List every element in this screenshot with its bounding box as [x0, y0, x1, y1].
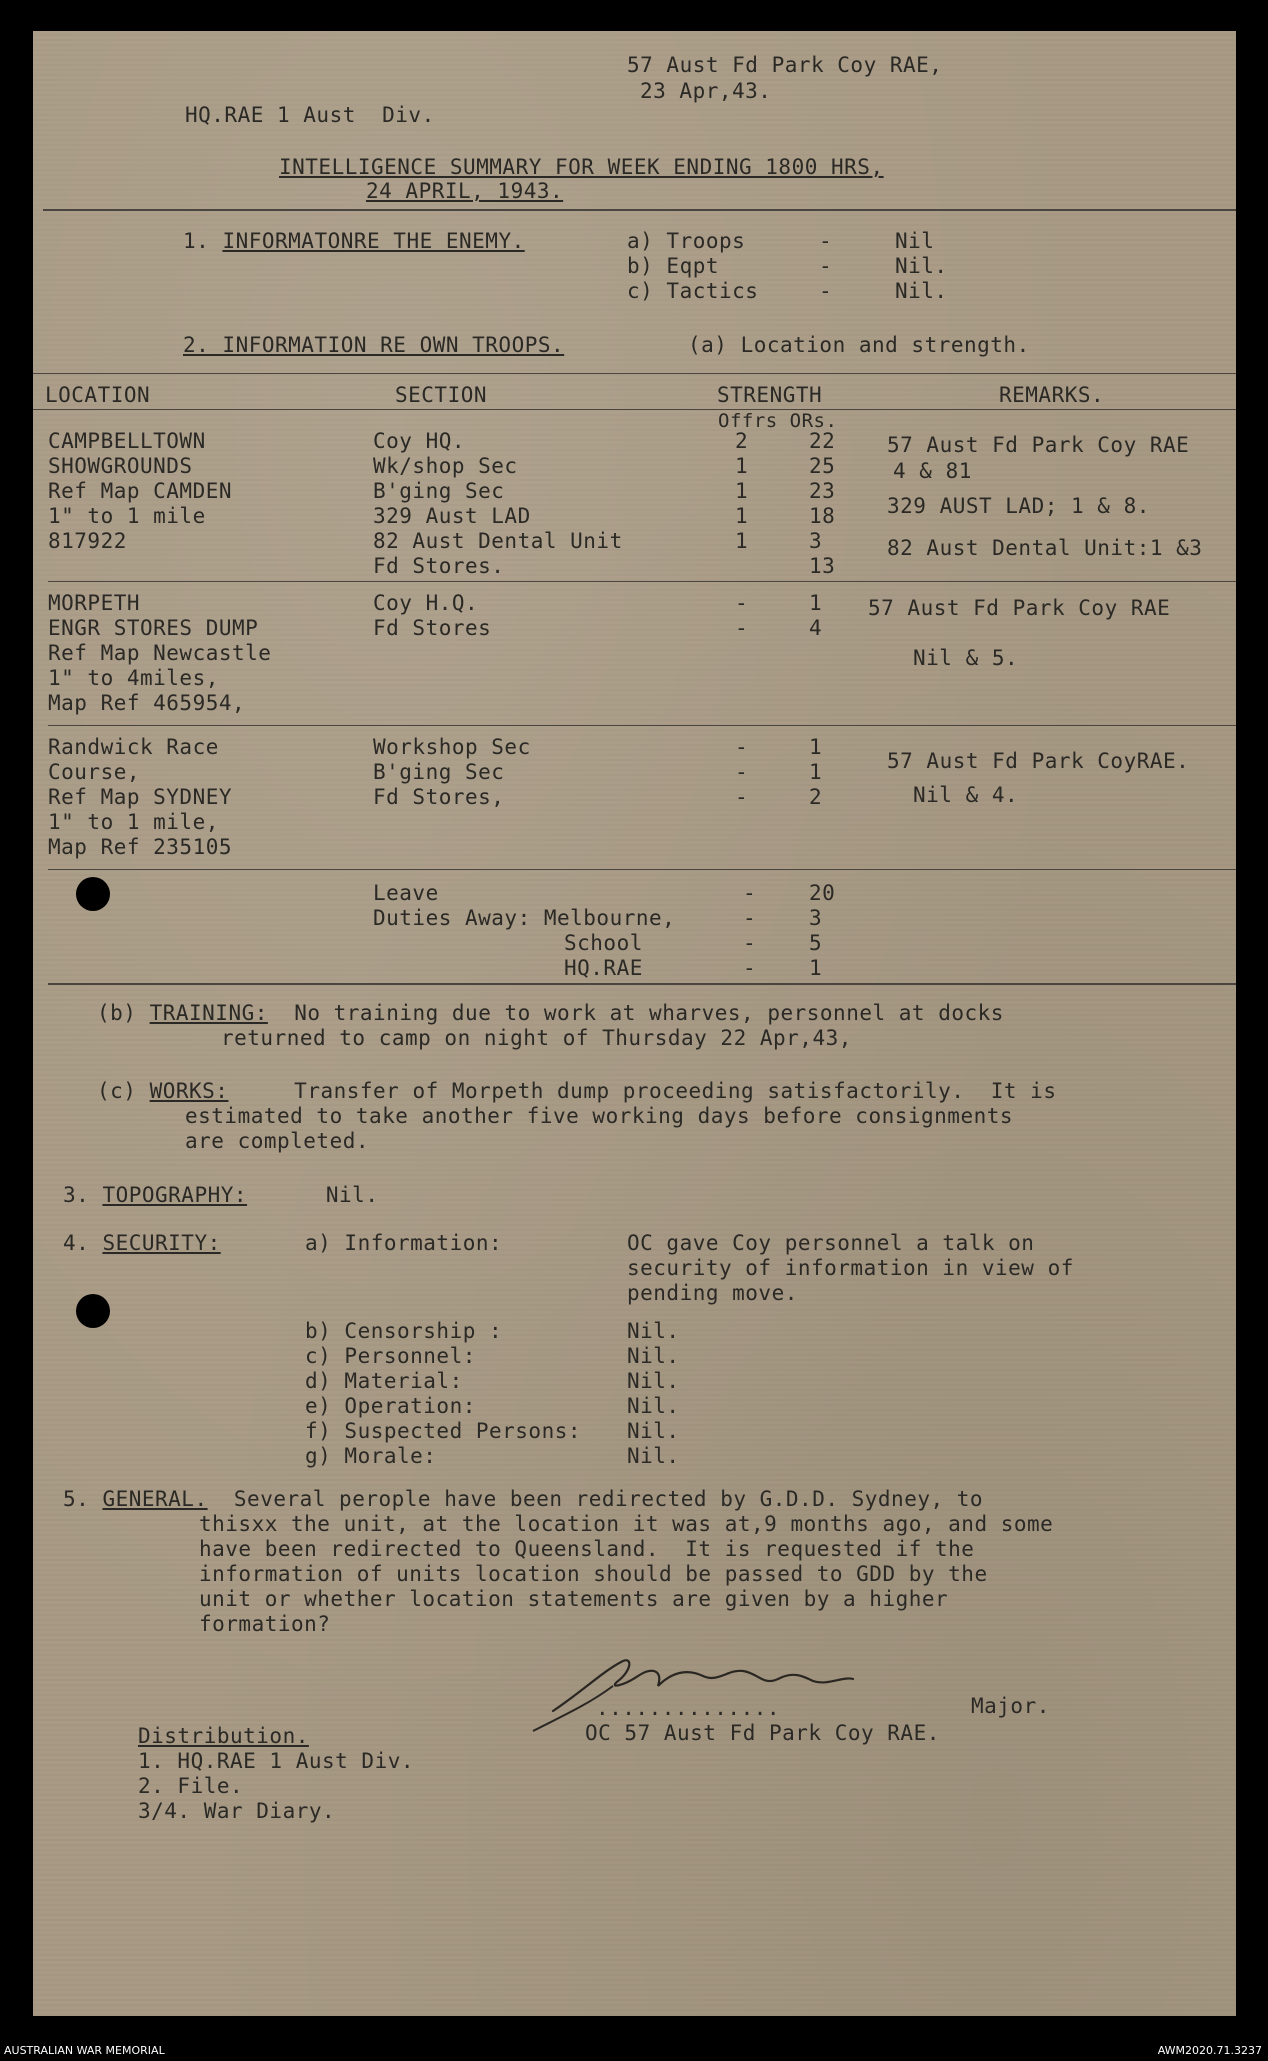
ors-cell: 25	[809, 454, 836, 478]
general-line6: formation?	[199, 1612, 331, 1636]
away-label: Duties Away: Melbourne,	[373, 906, 676, 930]
security-item-value: Nil.	[627, 1319, 680, 1343]
offrs-cell: 1	[735, 454, 749, 478]
ors-cell: 2	[809, 785, 823, 809]
location-line: Course,	[48, 760, 141, 784]
topography-val: Nil.	[325, 1183, 379, 1207]
remarks-line: 57 Aust Fd Park CoyRAE.	[887, 749, 1190, 773]
section-cell: B'ging Sec	[373, 760, 505, 784]
punch-hole	[76, 877, 110, 911]
away-value: 3	[809, 906, 823, 930]
security-item-value: Nil.	[627, 1394, 680, 1418]
location-line: SHOWGROUNDS	[48, 454, 193, 478]
training-text1: No training due to work at wharves, personnel at docks	[294, 1001, 1004, 1025]
offrs-cell: 2	[735, 429, 749, 453]
remarks-line: 329 AUST LAD; 1 & 8.	[887, 494, 1150, 518]
enemy-item-dash: -	[819, 229, 833, 253]
security-line	[63, 1231, 221, 1256]
section-cell: 329 Aust LAD	[373, 504, 531, 528]
distribution-item: 2. File.	[138, 1774, 244, 1798]
training-label: TRAINING:	[149, 1001, 268, 1025]
general-line3: have been redirected to Queensland. It is requested if the	[199, 1537, 975, 1561]
topography-label: TOPOGRAPHY:	[102, 1183, 248, 1207]
ors-cell: 1	[809, 760, 823, 784]
works-text1: Transfer of Morpeth dump proceeding satisfactorily. It is	[294, 1079, 1057, 1103]
distribution-item: 3/4. War Diary.	[138, 1799, 336, 1823]
group-divider	[48, 725, 1236, 726]
general-text1: Several perople have been redirected by G.D.D. Sydney, to	[233, 1487, 984, 1511]
remarks-line: Nil & 5.	[913, 646, 1019, 670]
offrs-cell: 1	[735, 479, 749, 503]
training-line2: returned to camp on night of Thursday 22 Apr,43,	[221, 1026, 852, 1050]
away-label: HQ.RAE	[564, 956, 643, 980]
away-value: 1	[809, 956, 823, 980]
addressee: HQ.RAE 1 Aust Div.	[185, 103, 435, 127]
ors-cell: 22	[809, 429, 836, 453]
offrs-cell: -	[735, 616, 749, 640]
section-cell: Coy HQ.	[373, 429, 466, 453]
section-cell: Fd Stores,	[373, 785, 505, 809]
enemy-item-value: Nil.	[895, 279, 948, 303]
section-cell: Wk/shop Sec	[373, 454, 518, 478]
enemy-item-value: Nil	[895, 229, 935, 253]
table-top-rule	[33, 373, 1236, 374]
security-info-key: a) Information:	[305, 1231, 503, 1255]
offrs-cell: -	[735, 735, 749, 759]
general-line5: unit or whether location statements are given by a higher	[199, 1587, 949, 1611]
location-line: Map Ref 235105	[48, 835, 233, 859]
section1-label: 1. INFORMATONRE THE ENEMY.	[183, 229, 525, 253]
offrs-cell: -	[735, 785, 749, 809]
distribution-label: Distribution.	[138, 1724, 309, 1748]
general-label: GENERAL.	[102, 1487, 208, 1511]
away-value: 20	[809, 881, 836, 905]
location-line: ENGR STORES DUMP	[48, 616, 259, 640]
away-dash: -	[743, 881, 757, 905]
security-num: 4.	[63, 1231, 90, 1255]
section-cell: B'ging Sec	[373, 479, 505, 503]
location-line: 1" to 1 mile	[48, 504, 206, 528]
enemy-item-value: Nil.	[895, 254, 948, 278]
ors-cell: 1	[809, 591, 823, 615]
training-line1	[97, 1001, 1004, 1026]
distribution-item: 1. HQ.RAE 1 Aust Div.	[138, 1749, 415, 1773]
remarks-line: 57 Aust Fd Park Coy RAE	[887, 433, 1190, 457]
security-info-line: OC gave Coy personnel a talk on	[627, 1231, 1035, 1255]
col-strength: STRENGTH	[717, 383, 823, 407]
section-cell: Coy H.Q.	[373, 591, 479, 615]
location-line: CAMPBELLTOWN	[48, 429, 206, 453]
signature-dots: ..............	[596, 1696, 781, 1720]
security-item-key: g) Morale:	[305, 1444, 437, 1468]
ors-cell: 3	[809, 529, 823, 553]
enemy-item-dash: -	[819, 254, 833, 278]
security-item-key: b) Censorship :	[305, 1319, 503, 1343]
security-item-key: e) Operation:	[305, 1394, 476, 1418]
enemy-item-key: a) Troops	[627, 229, 746, 253]
section-cell: Workshop Sec	[373, 735, 531, 759]
security-info-line: security of information in view of	[627, 1256, 1074, 1280]
col-remarks: REMARKS.	[999, 383, 1105, 407]
topography-line	[63, 1183, 378, 1208]
location-line: Ref Map SYDNEY	[48, 785, 233, 809]
group-divider	[48, 581, 1236, 582]
table-header-rule	[33, 409, 1236, 410]
title-line1: INTELLIGENCE SUMMARY FOR WEEK ENDING 1800 HRS,	[279, 155, 884, 179]
header-rule	[43, 209, 1236, 211]
table-bottom-rule	[48, 983, 1236, 985]
footer-left: AUSTRALIAN WAR MEMORIAL	[4, 2044, 165, 2057]
remarks-line: Nil & 4.	[913, 783, 1019, 807]
punch-hole	[76, 1294, 110, 1328]
enemy-item-dash: -	[819, 279, 833, 303]
signature-rank: Major.	[971, 1694, 1050, 1718]
date-line: 23 Apr,43.	[640, 79, 772, 103]
ors-cell: 1	[809, 735, 823, 759]
security-item-value: Nil.	[627, 1419, 680, 1443]
general-num: 5.	[63, 1487, 90, 1511]
security-item-key: d) Material:	[305, 1369, 463, 1393]
offrs-cell: -	[735, 760, 749, 784]
security-label: SECURITY:	[102, 1231, 221, 1255]
location-line: Ref Map CAMDEN	[48, 479, 233, 503]
document-page	[33, 31, 1236, 2016]
works-prefix: (c)	[97, 1079, 137, 1103]
remarks-line: 57 Aust Fd Park Coy RAE	[868, 596, 1171, 620]
location-line: Randwick Race	[48, 735, 219, 759]
ors-cell: 13	[809, 554, 836, 578]
ors-cell: 18	[809, 504, 836, 528]
signature-title: OC 57 Aust Fd Park Coy RAE.	[585, 1721, 940, 1745]
title-line2: 24 APRIL, 1943.	[366, 179, 564, 203]
works-line2: estimated to take another five working days before consignments	[185, 1104, 1014, 1128]
security-item-value: Nil.	[627, 1369, 680, 1393]
remarks-line: 82 Aust Dental Unit:1 &3	[887, 536, 1203, 560]
enemy-item-key: c) Tactics	[627, 279, 759, 303]
security-item-key: f) Suspected Persons:	[305, 1419, 582, 1443]
ors-cell: 23	[809, 479, 836, 503]
location-line: Ref Map Newcastle	[48, 641, 272, 665]
security-info-line: pending move.	[627, 1281, 798, 1305]
location-line: 817922	[48, 529, 127, 553]
topography-num: 3.	[63, 1183, 90, 1207]
location-line: 1" to 4miles,	[48, 666, 219, 690]
group-divider	[48, 869, 1236, 870]
location-line: 1" to 1 mile,	[48, 810, 219, 834]
section2-label	[183, 333, 564, 358]
away-value: 5	[809, 931, 823, 955]
section-cell: 82 Aust Dental Unit	[373, 529, 623, 553]
ors-cell: 4	[809, 616, 823, 640]
works-label: WORKS:	[149, 1079, 229, 1103]
general-line2: thisxx the unit, at the location it was at,9 months ago, and some	[199, 1512, 1054, 1536]
enemy-item-key: b) Eqpt	[627, 254, 720, 278]
section-cell: Fd Stores.	[373, 554, 505, 578]
section2-label-text: 2. INFORMATION RE OWN TROOPS.	[183, 333, 565, 357]
section-cell: Fd Stores	[373, 616, 492, 640]
col-section: SECTION	[395, 383, 488, 407]
unit-line: 57 Aust Fd Park Coy RAE,	[627, 53, 943, 77]
location-line: MORPETH	[48, 591, 141, 615]
security-item-value: Nil.	[627, 1444, 680, 1468]
col-location: LOCATION	[45, 383, 151, 407]
remarks-line: 4 & 81	[893, 459, 972, 483]
offrs-cell: -	[735, 591, 749, 615]
away-label: School	[564, 931, 643, 955]
offrs-cell: 1	[735, 504, 749, 528]
security-item-key: c) Personnel:	[305, 1344, 476, 1368]
general-line4: information of units location should be passed to GDD by the	[199, 1562, 988, 1586]
offrs-cell: 1	[735, 529, 749, 553]
works-line3: are completed.	[185, 1129, 370, 1153]
works-line1	[97, 1079, 1056, 1104]
location-line: Map Ref 465954,	[48, 691, 246, 715]
training-prefix: (b)	[97, 1001, 137, 1025]
away-label: Leave	[373, 881, 439, 905]
security-item-value: Nil.	[627, 1344, 680, 1368]
away-dash: -	[743, 931, 757, 955]
footer-right: AWM2020.71.3237	[1157, 2044, 1262, 2057]
away-dash: -	[743, 906, 757, 930]
section1-label-text: INFORMATONRE THE ENEMY.	[222, 229, 525, 253]
away-dash: -	[743, 956, 757, 980]
col-offrs: Offrs ORs.	[718, 410, 838, 432]
general-line1	[63, 1487, 983, 1512]
section2-sub: (a) Location and strength.	[688, 333, 1030, 357]
